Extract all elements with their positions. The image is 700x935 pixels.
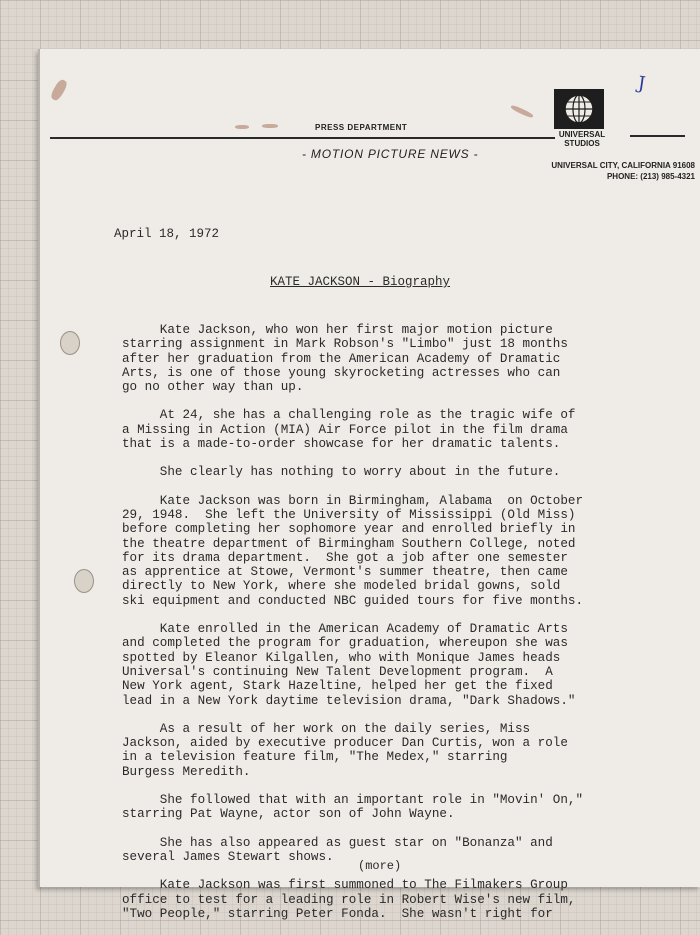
paragraph: As a result of her work on the daily series, Miss Jackson, aided by executive producer Dan Curtis, won a role in a television feature film, "The Medex," starring Burgess Meredith. — [122, 721, 568, 779]
publication-title: - MOTION PICTURE NEWS - — [302, 147, 479, 161]
document-title: KATE JACKSON - Biography — [270, 275, 451, 289]
paragraph: Kate enrolled in the American Academy of Dramatic Arts and completed the program for graduation, whereupon she was spotted by Eleanor Kilgallen, who with Monique James heads Universal's continuing New Talent Development program. A New York agent, Stark Hazeltine, helped her get the fixed lead in a New York daytime television drama, "Dark Shadows." — [122, 622, 576, 708]
press-department-label: PRESS DEPARTMENT — [315, 123, 408, 132]
studio-name-line1: UNIVERSAL — [558, 130, 606, 139]
studio-address: UNIVERSAL CITY, CALIFORNIA 91608 — [551, 161, 695, 170]
paragraph: She clearly has nothing to worry about in the future. — [122, 465, 561, 480]
paragraph: Kate Jackson was born in Birmingham, Alabama on October 29, 1948. She left the University of Mississippi (Old Miss) before completing her sophomore year and enrolled briefly in the theatre department of Birmingham Southern College, noted for its drama department. She got a job after one semester as apprentice at Stowe, Vermont's summer theatre, then came directly to New York, where she modeled bridal gowns, sold ski equipment and conducted NBC guided tours for five months. — [122, 493, 584, 608]
studio-name-line2: STUDIOS — [564, 139, 600, 148]
universal-globe-logo — [554, 89, 604, 129]
paragraph: At 24, she has a challenging role as the tragic wife of a Missing in Action (MIA) Air Force pilot in the film drama that is a made-to-order showcase for her dramatic talents. — [122, 408, 576, 452]
stain-mark — [49, 78, 69, 102]
globe-icon — [562, 92, 596, 126]
stain-mark — [235, 125, 249, 129]
header-rule — [50, 137, 555, 139]
paragraph: She followed that with an important role in "Movin' On," starring Pat Wayne, actor son of John Wayne. — [122, 793, 584, 822]
paragraph: She has also appeared as guest star on "Bonanza" and several James Stewart shows. — [122, 835, 553, 864]
stain-mark — [262, 124, 278, 128]
press-release-page — [38, 49, 700, 921]
studio-name — [546, 130, 618, 148]
punch-hole-top — [60, 331, 80, 355]
continuation-marker: (more) — [358, 859, 402, 873]
header-rule-right — [630, 135, 685, 137]
punch-hole-bottom — [74, 569, 94, 593]
paragraph: Kate Jackson, who won her first major motion picture starring assignment in Mark Robson's "Limbo" just 18 months after her graduation from the American Academy of Dramatic Arts, is one of those young skyrocketing actresses who can go no other way than up. — [122, 323, 568, 395]
document-date: April 18, 1972 — [114, 227, 220, 241]
studio-address-block — [495, 160, 695, 182]
paragraph: Kate Jackson was first summoned to The Filmakers Group office to test for a leading role in Robert Wise's new film, "Two People," starring Peter Fonda. She wasn't right for — [122, 878, 576, 921]
stain-mark — [510, 104, 534, 119]
handwritten-mark: J — [636, 72, 647, 95]
studio-phone: PHONE: (213) 985-4321 — [606, 172, 695, 181]
document-body — [122, 323, 667, 935]
